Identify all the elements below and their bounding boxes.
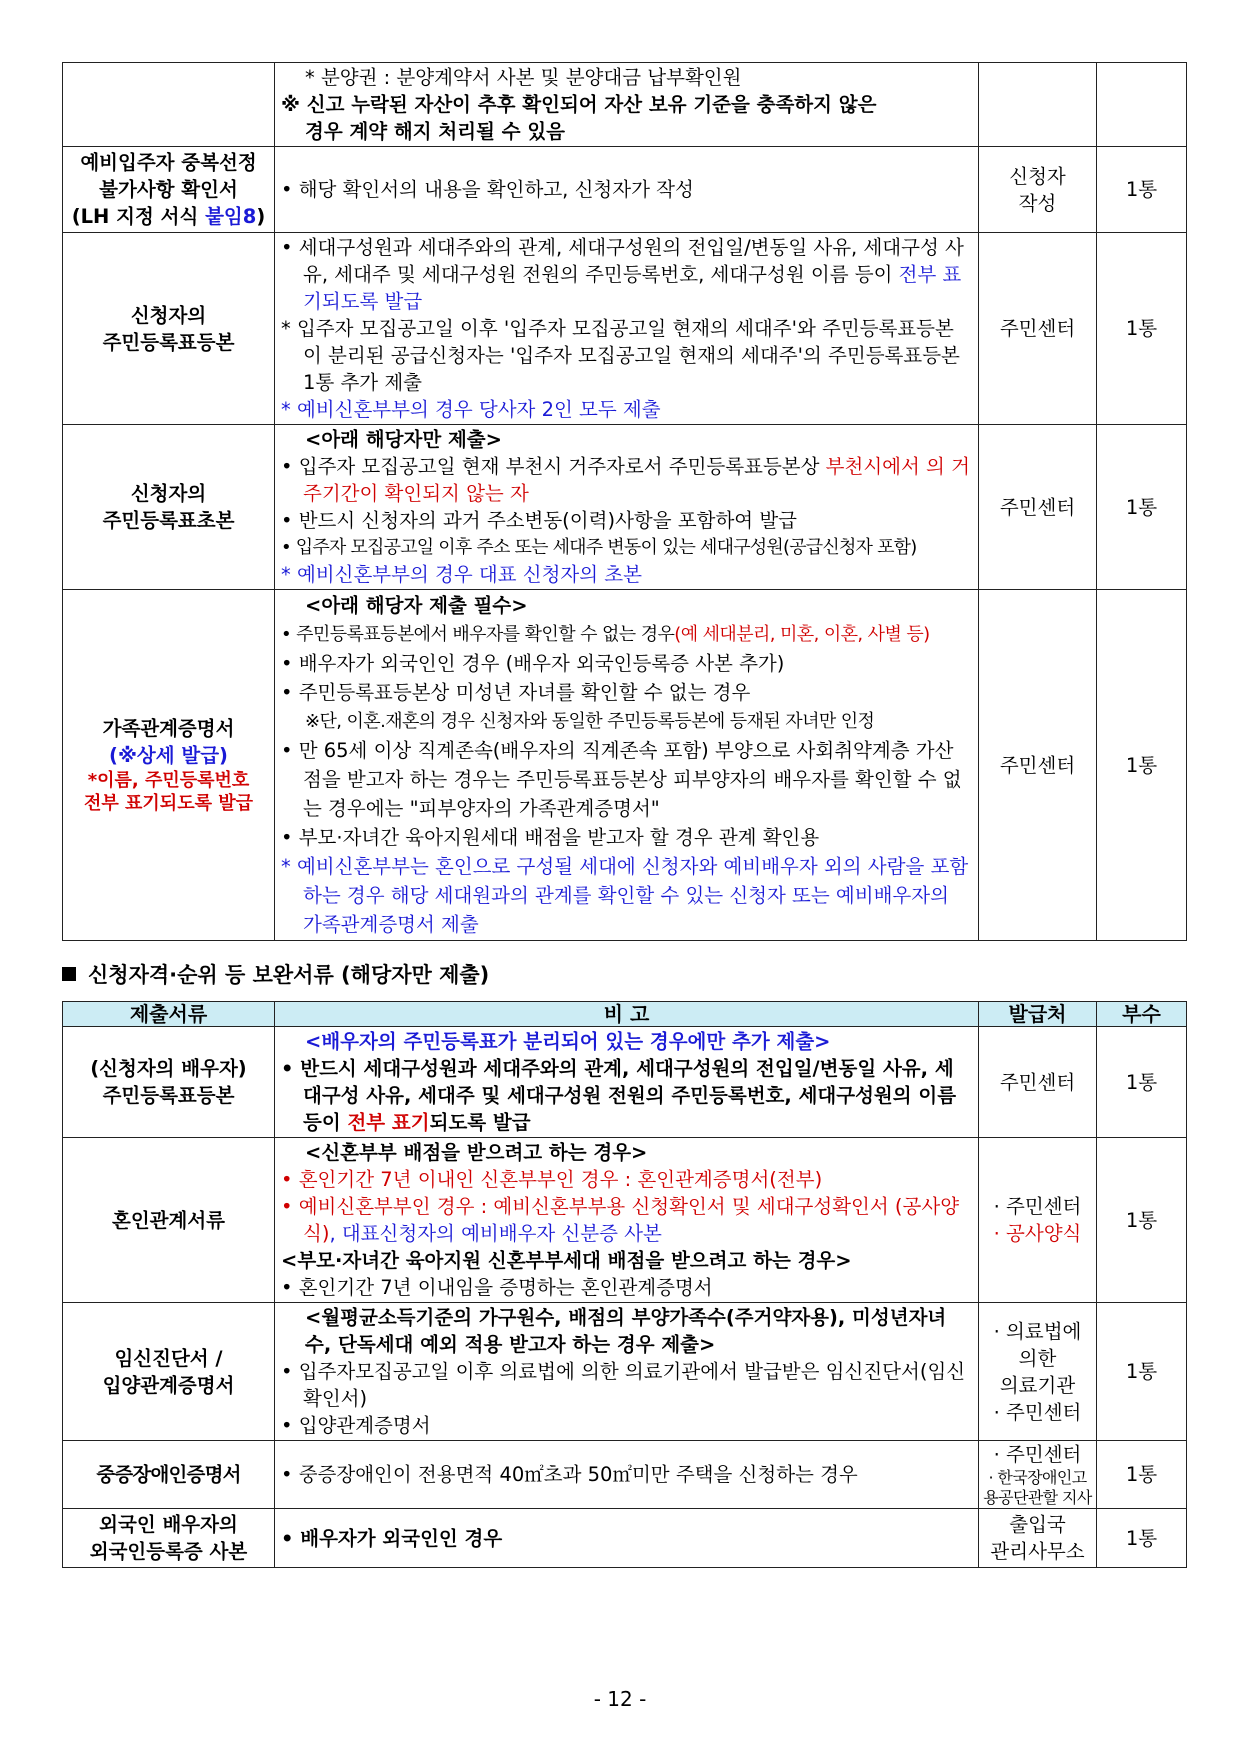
- desc-line: • 입주자 모집공고일 현재 부천시 거주자로서 주민등록표등본상 부천시에서 의 거주기간이 확인되지 않는 자: [281, 455, 970, 505]
- column-header: 발급처: [979, 1002, 1097, 1027]
- desc-line: • 주민등록표등본상 미성년 자녀를 확인할 수 없는 경우: [281, 681, 751, 704]
- issuer-cell: · 주민센터 · 한국장애인고 용공단관할 지사: [979, 1441, 1097, 1509]
- table-row: [63, 63, 1187, 147]
- table-row: [63, 1441, 1187, 1509]
- doc-cell: 외국인 배우자의 외국인등록증 사본: [63, 1509, 275, 1568]
- section-title: 신청자격·순위 등 보완서류 (해당자만 제출): [62, 959, 1186, 989]
- doc-cell: 가족관계증명서 (※상세 발급) *이름, 주민등록번호 전부 표기되도록 발급: [63, 590, 275, 941]
- desc-line: • 입주자모집공고일 이후 의료법에 의한 의료기관에서 발급받은 임신진단서(임신확인서): [281, 1360, 966, 1410]
- column-header: 비 고: [275, 1002, 979, 1027]
- doc-name: 예비입주자 중복선정: [80, 151, 257, 174]
- issuer-cell: · 의료법에 의한 의료기관 · 주민센터: [979, 1303, 1097, 1441]
- count-cell: 1통: [1097, 1027, 1187, 1138]
- desc-line: • 배우자가 외국인인 경우 (배우자 외국인등록증 사본 추가): [281, 652, 785, 675]
- desc-cell: [275, 63, 979, 147]
- table-row: [63, 425, 1187, 590]
- desc-cell: [275, 590, 979, 941]
- count-cell: 1통: [1097, 147, 1187, 233]
- desc-cell: [275, 1027, 979, 1138]
- desc-heading: <월평균소득기준의 가구원수, 배점의 부양가족수(주거약자용), 미성년자녀수, 단독세대 예외 적용 받고자 하는 경우 제출>: [305, 1306, 947, 1356]
- doc-name: (LH 지정 서식 붙임8): [71, 205, 266, 228]
- count-cell: 1통: [1097, 425, 1187, 590]
- count-cell: 1통: [1097, 1138, 1187, 1303]
- doc-cell: 중증장애인증명서: [63, 1441, 275, 1509]
- desc-line: • 중증장애인이 전용면적 40㎡초과 50㎡미만 주택을 신청하는 경우: [281, 1463, 858, 1486]
- desc-line: 경우 계약 해지 처리될 수 있음: [305, 120, 565, 143]
- desc-line: * 입주자 모집공고일 이후 '입주자 모집공고일 현재의 세대주'와 주민등록표등본이 분리된 공급신청자는 '입주자 모집공고일 현재의 세대주'의 주민등록표등본 1통 추가 제출: [281, 317, 960, 394]
- desc-line: • 혼인기간 7년 이내인 신혼부부인 경우 : 혼인관계증명서(전부): [281, 1168, 823, 1191]
- count-cell: [1097, 63, 1187, 147]
- desc-heading: <신혼부부 배점을 받으려고 하는 경우>: [305, 1141, 648, 1164]
- desc-line: ※단, 이혼.재혼의 경우 신청자와 동일한 주민등록등본에 등재된 자녀만 인정: [305, 711, 875, 732]
- desc-line: • 배우자가 외국인인 경우: [281, 1526, 503, 1550]
- desc-line: ※ 신고 누락된 자산이 추후 확인되어 자산 보유 기준을 충족하지 않은: [281, 93, 877, 116]
- supplementary-documents-table: [62, 1001, 1187, 1568]
- issuer-cell: 신청자 작성: [979, 147, 1097, 233]
- desc-line: • 혼인기간 7년 이내임을 증명하는 혼인관계증명서: [281, 1276, 713, 1299]
- doc-cell: [63, 147, 275, 233]
- page-number: - 12 -: [593, 1687, 647, 1711]
- black-square-icon: [62, 967, 76, 981]
- doc-cell: 혼인관계서류: [63, 1138, 275, 1303]
- desc-cell: [275, 147, 979, 233]
- issuer-cell: 주민센터: [979, 590, 1097, 941]
- table-row: [63, 1303, 1187, 1441]
- count-cell: 1통: [1097, 1441, 1187, 1509]
- desc-line: • 반드시 신청자의 과거 주소변동(이력)사항을 포함하여 발급: [281, 509, 797, 532]
- table-row: [63, 1509, 1187, 1568]
- count-cell: 1통: [1097, 1509, 1187, 1568]
- desc-line: • 입양관계증명서: [281, 1414, 431, 1437]
- issuer-cell: 출입국 관리사무소: [979, 1509, 1097, 1568]
- doc-name: 불가사항 확인서: [99, 178, 238, 201]
- desc-cell: [275, 1303, 979, 1441]
- desc-line: • 예비신혼부부인 경우 : 예비신혼부부용 신청확인서 및 세대구성확인서 (공사양식), 대표신청자의 예비배우자 신분증 사본: [281, 1195, 960, 1245]
- count-cell: 1통: [1097, 590, 1187, 941]
- count-cell: 1통: [1097, 233, 1187, 425]
- table-row: [63, 1027, 1187, 1138]
- desc-heading: <아래 해당자 제출 필수>: [305, 594, 528, 617]
- desc-cell: [275, 1509, 979, 1568]
- doc-cell: [63, 63, 275, 147]
- table-row: [63, 1138, 1187, 1303]
- desc-line: * 분양권 : 분양계약서 사본 및 분양대금 납부확인원: [305, 66, 742, 89]
- doc-cell: (신청자의 배우자) 주민등록표등본: [63, 1027, 275, 1138]
- desc-line: * 예비신혼부부는 혼인으로 구성될 세대에 신청자와 예비배우자 외의 사람을 포함하는 경우 해당 세대원과의 관계를 확인할 수 있는 신청자 또는 예비배우자의 가족관계증명서 제출: [281, 855, 969, 936]
- desc-line: • 입주자 모집공고일 이후 주소 또는 세대주 변동이 있는 세대구성원(공급신청자 포함): [281, 537, 917, 558]
- desc-line: * 예비신혼부부의 경우 대표 신청자의 초본: [281, 563, 642, 586]
- desc-line: • 만 65세 이상 직계존속(배우자의 직계존속 포함) 부양으로 사회취약계층 가산점을 받고자 하는 경우는 주민등록표등본상 피부양자의 배우자를 확인할 수 없는 경우에는 "피부양자의 가족관계증명서": [281, 739, 962, 820]
- issuer-cell: 주민센터: [979, 1027, 1097, 1138]
- issuer-cell: · 주민센터 · 공사양식: [979, 1138, 1097, 1303]
- issuer-cell: 주민센터: [979, 233, 1097, 425]
- desc-line: • 세대구성원과 세대주와의 관계, 세대구성원의 전입일/변동일 사유, 세대구성 사유, 세대주 및 세대구성원 전원의 주민등록번호, 세대구성원 이름 등이 전부 표기되도록 발급: [281, 236, 964, 313]
- desc-line: • 주민등록표등본에서 배우자를 확인할 수 없는 경우(예 세대분리, 미혼, 이혼, 사별 등): [281, 624, 930, 645]
- page: [62, 62, 1186, 1568]
- table-row: [63, 233, 1187, 425]
- issuer-cell: [979, 63, 1097, 147]
- column-header: 제출서류: [63, 1002, 275, 1027]
- desc-line: • 해당 확인서의 내용을 확인하고, 신청자가 작성: [281, 178, 694, 201]
- column-header: 부수: [1097, 1002, 1187, 1027]
- doc-cell: 임신진단서 / 입양관계증명서: [63, 1303, 275, 1441]
- doc-cell: 신청자의 주민등록표등본: [63, 233, 275, 425]
- table-row: [63, 590, 1187, 941]
- desc-heading: <아래 해당자만 제출>: [305, 428, 502, 451]
- desc-heading: <배우자의 주민등록표가 분리되어 있는 경우에만 추가 제출>: [305, 1030, 831, 1053]
- attachment-ref: 붙임8: [205, 205, 257, 228]
- count-cell: 1통: [1097, 1303, 1187, 1441]
- desc-heading: <부모·자녀간 육아지원 신혼부부세대 배점을 받으려고 하는 경우>: [281, 1249, 852, 1272]
- desc-line: • 부모·자녀간 육아지원세대 배점을 받고자 할 경우 관계 확인용: [281, 826, 820, 849]
- doc-cell: 신청자의 주민등록표초본: [63, 425, 275, 590]
- table-header-row: [63, 1002, 1187, 1027]
- issuer-cell: 주민센터: [979, 425, 1097, 590]
- table-row: [63, 147, 1187, 233]
- desc-cell: [275, 1441, 979, 1509]
- desc-cell: [275, 233, 979, 425]
- desc-line: * 예비신혼부부의 경우 당사자 2인 모두 제출: [281, 398, 661, 421]
- documents-table-continued: [62, 62, 1187, 941]
- desc-cell: [275, 425, 979, 590]
- desc-cell: [275, 1138, 979, 1303]
- desc-line: • 반드시 세대구성원과 세대주와의 관계, 세대구성원의 전입일/변동일 사유, 세대구성 사유, 세대주 및 세대구성원 전원의 주민등록번호, 세대구성원의 이름 등이 전부 표기되도록 발급: [281, 1057, 957, 1134]
